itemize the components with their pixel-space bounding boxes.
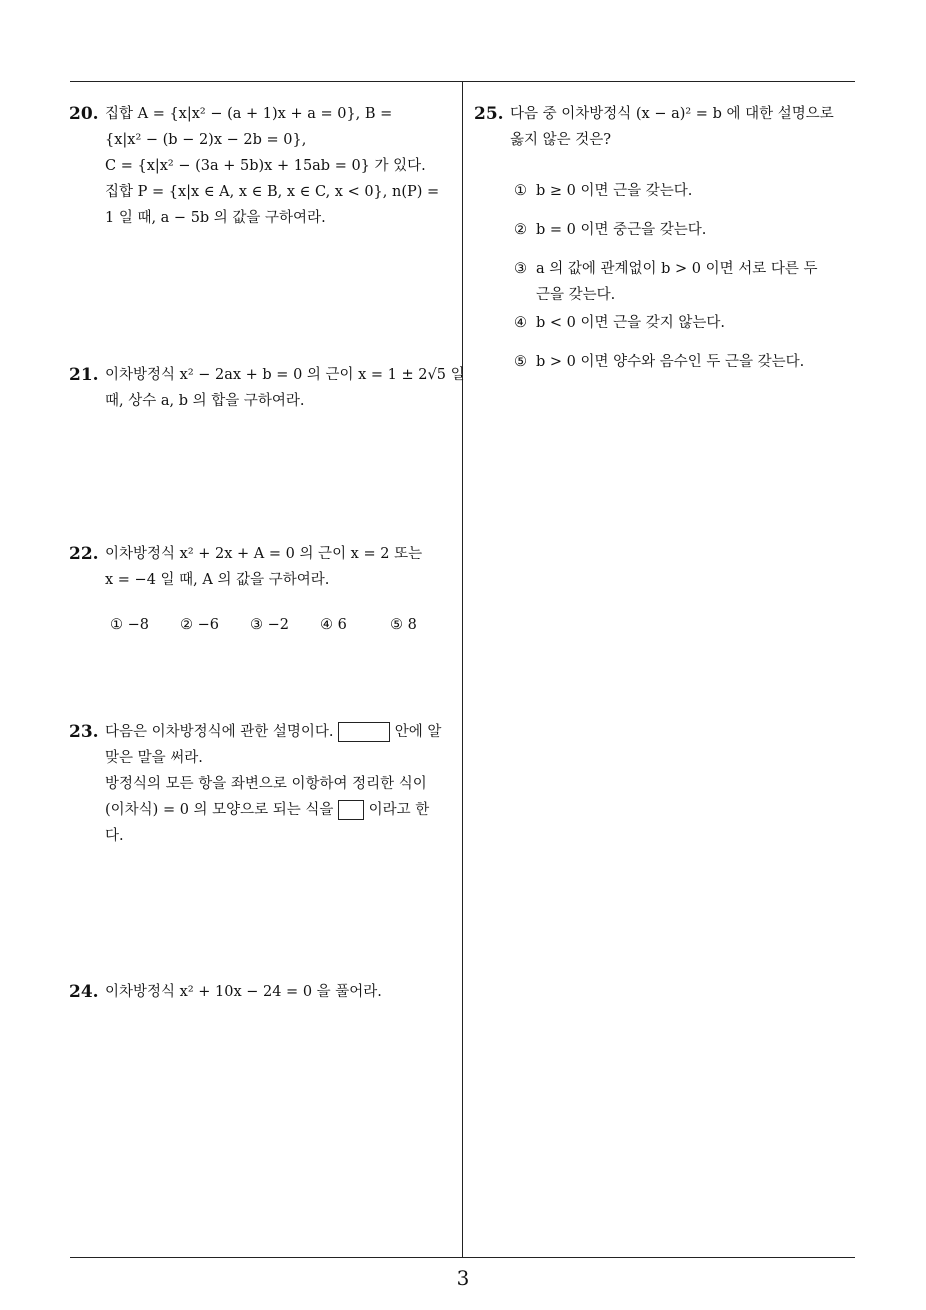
question-24 (69, 979, 455, 1005)
option-text: a 의 값에 관계없이 b > 0 이면 서로 다른 두 (536, 261, 818, 277)
answer-choices (110, 617, 440, 641)
option-text: b < 0 이면 근을 갖지 않는다. (536, 315, 725, 331)
column-divider (462, 81, 463, 1258)
choice-3[interactable]: ③ −2 (250, 617, 289, 633)
question-text: 이라고 한 (368, 802, 430, 818)
choice-5[interactable]: ⑤ 8 (390, 617, 417, 633)
question-text: (이차식) = 0 의 모양으로 되는 식을 (105, 802, 334, 818)
question-22 (69, 541, 455, 593)
question-text-line: 이차방정식 x² + 2x + A = 0 의 근이 x = 2 또는 (105, 546, 423, 562)
answer-blank-box (338, 722, 390, 742)
question-text-line: 다음 중 이차방정식 (x − a)² = b 에 대한 설명으로 (510, 106, 834, 122)
question-21 (69, 362, 465, 414)
question-text-line: 다. (105, 828, 124, 844)
question-text-line: 이차방정식 x² − 2ax + b = 0 의 근이 x = 1 ± 2√5 일 (105, 367, 465, 383)
question-text-line: {x|x² − (b − 2)x − 2b = 0}, (105, 132, 307, 148)
question-text-line: 옳지 않은 것은? (510, 132, 612, 148)
question-25 (474, 101, 860, 153)
option-text: b = 0 이면 중근을 갖는다. (536, 222, 707, 238)
option-mark: ⑤ (514, 354, 527, 370)
option-3[interactable] (514, 257, 818, 278)
choice-4[interactable]: ④ 6 (320, 617, 347, 633)
page-number: 3 (456, 1266, 470, 1290)
option-2[interactable] (514, 218, 706, 239)
question-number: 25. (474, 104, 504, 124)
answer-blank-box (338, 800, 364, 820)
question-text-line: 이차방정식 x² + 10x − 24 = 0 을 풀어라. (105, 984, 382, 1000)
option-text: b > 0 이면 양수와 음수인 두 근을 갖는다. (536, 354, 805, 370)
choice-1[interactable]: ① −8 (110, 617, 149, 633)
option-text: b ≥ 0 이면 근을 갖는다. (536, 183, 693, 199)
question-number: 20. (69, 104, 99, 124)
option-4[interactable] (514, 311, 725, 332)
question-text: 안에 알 (394, 724, 442, 740)
choice-2[interactable]: ② −6 (180, 617, 219, 633)
question-23 (69, 719, 455, 849)
question-text-line: 1 일 때, a − 5b 의 값을 구하여라. (105, 210, 326, 226)
question-text-line: 방정식의 모든 항을 좌변으로 이항하여 정리한 식이 (105, 776, 427, 792)
question-number: 24. (69, 982, 99, 1002)
option-mark: ② (514, 222, 527, 238)
question-text-line: C = {x|x² − (3a + 5b)x + 15ab = 0} 가 있다. (105, 158, 426, 174)
question-number: 22. (69, 544, 99, 564)
option-3-continuation: 근을 갖는다. (536, 287, 616, 303)
question-text-line: 때, 상수 a, b 의 합을 구하여라. (105, 393, 305, 409)
option-mark: ③ (514, 261, 527, 277)
question-text: 다음은 이차방정식에 관한 설명이다. (105, 724, 334, 740)
question-text-line: x = −4 일 때, A 의 값을 구하여라. (105, 572, 330, 588)
question-number: 21. (69, 365, 99, 385)
question-number: 23. (69, 722, 99, 742)
question-20 (69, 101, 455, 231)
option-mark: ① (514, 183, 527, 199)
option-1[interactable] (514, 179, 692, 200)
bottom-rule (70, 1257, 855, 1258)
question-text-line: 집합 P = {x|x ∈ A, x ∈ B, x ∈ C, x < 0}, n(P) = (105, 184, 440, 200)
question-text-line: 집합 A = {x|x² − (a + 1)x + a = 0}, B = (105, 106, 393, 122)
option-mark: ④ (514, 315, 527, 331)
option-5[interactable] (514, 350, 804, 371)
question-text-line: 맞은 말을 써라. (105, 750, 203, 766)
